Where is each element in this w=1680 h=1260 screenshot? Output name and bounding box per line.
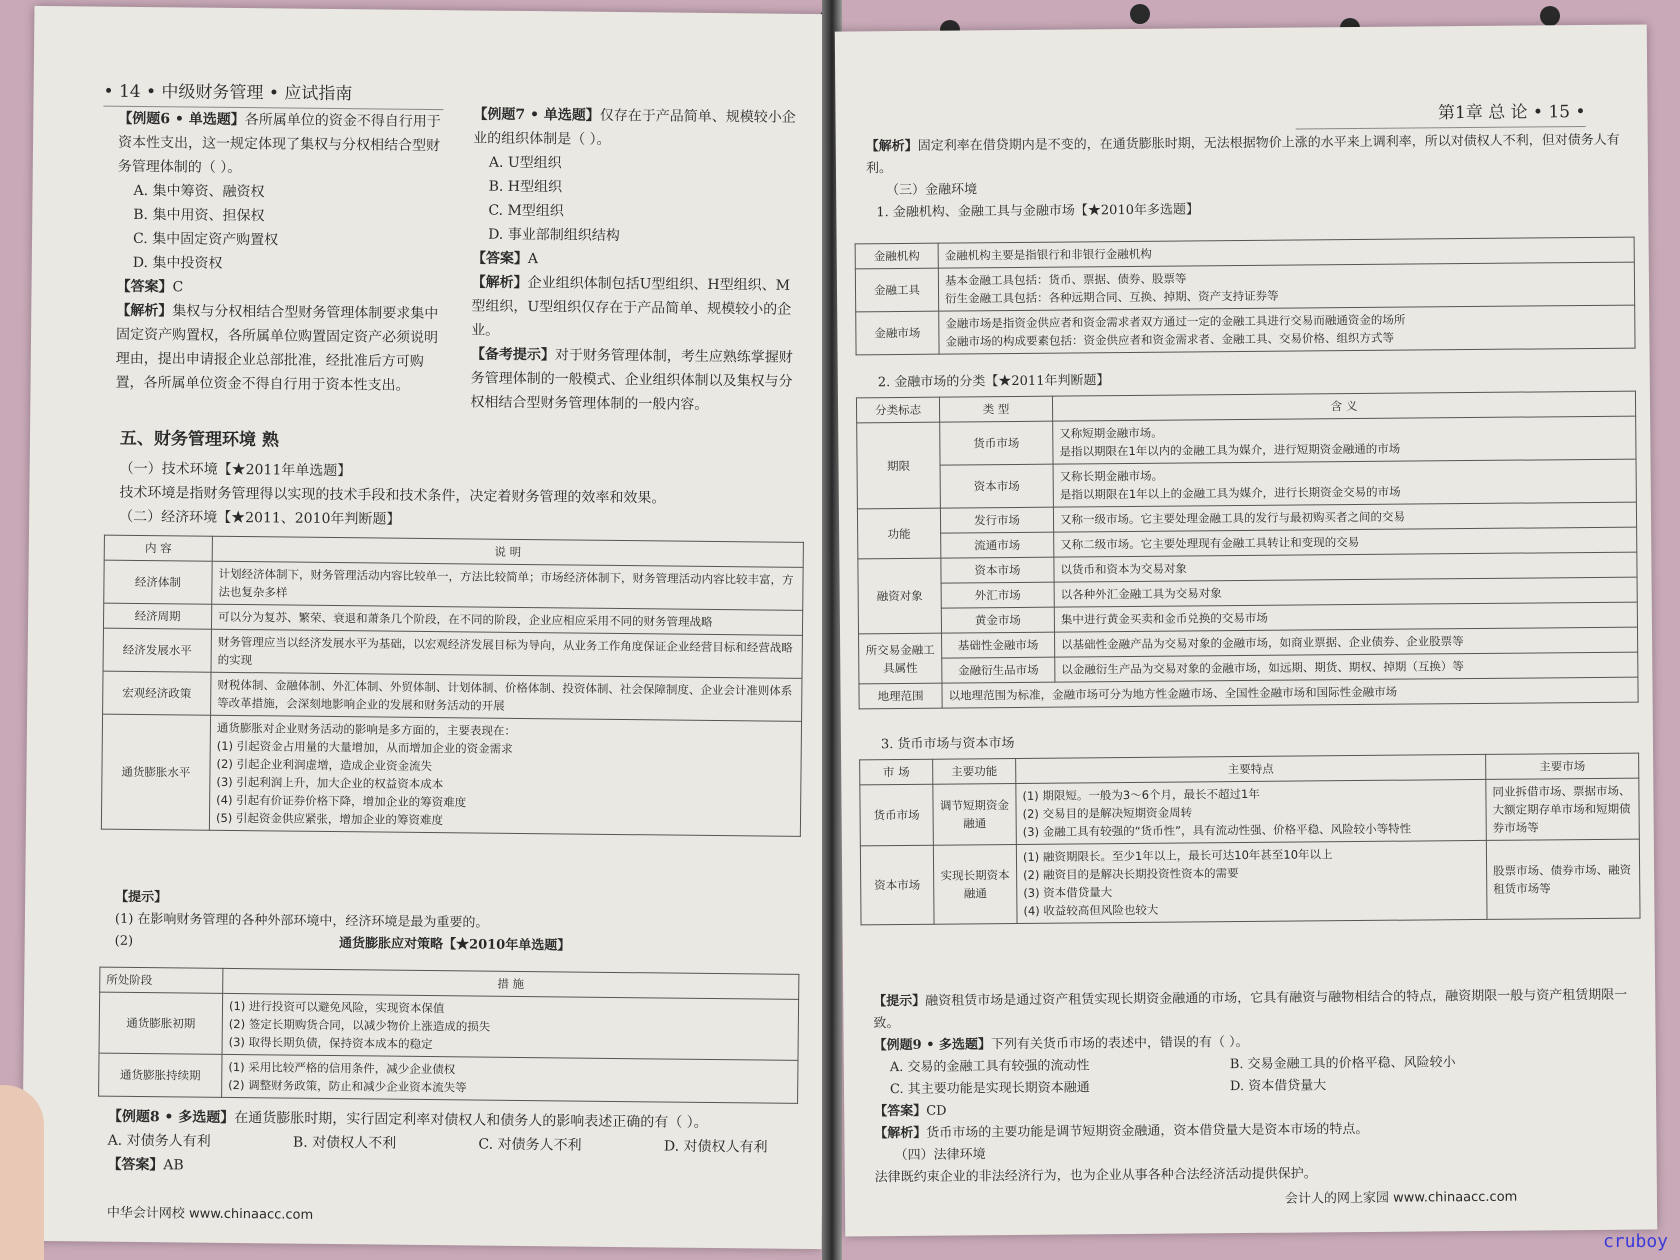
example-label: 【例题8 • 多选题】	[107, 1108, 235, 1126]
table-cell: 集中进行黄金买卖和金币兑换的交易市场	[1054, 602, 1637, 632]
table-cell: 货币市场	[860, 784, 934, 846]
right-bottom-block	[873, 985, 1645, 1190]
body-text: 技术环境是指财务管理得以实现的技术手段和技术条件，决定着财务管理的效率和效果。	[119, 484, 666, 507]
financial-market-table	[855, 237, 1636, 356]
option: C. M型组织	[488, 202, 564, 220]
table-cell: 同业拆借市场、票据市场、大额定期存单市场和短期债券市场等	[1486, 778, 1640, 840]
table-cell: 计划经济体制下，财务管理活动内容比较单一，方法比较简单；市场经济体制下，财务管理活动内容比较丰富，方法也复杂多样	[212, 561, 803, 610]
thumb	[0, 1085, 44, 1260]
table-header: 措 施	[223, 968, 799, 999]
table-header: 主要特点	[1016, 754, 1486, 783]
right-page	[835, 24, 1657, 1236]
table-cell: 又称一级市场。它主要处理金融工具的发行与最初购买者之间的交易	[1053, 502, 1636, 532]
right-footer: 会计人的网上家园 www.chinaacc.com	[1284, 1189, 1518, 1207]
table-header: 说 明	[212, 536, 803, 567]
table-cell: 调节短期资金融通	[933, 784, 1017, 846]
table-cell: 流通市场	[941, 532, 1054, 558]
table-cell: 通货膨胀对企业财务活动的影响是多方面的，主要表现在： (1) 引起资金占用量的大量增加，从而增加企业的资金需求 (2) 引起企业利润虚增，造成企业资金流失 (3) 引起利润上升，加大企业的权益资本成本 (4) 引起有价证券价格下降，增加企业的筹资难度 (5) 引起资金供应紧张，增加企业的筹资难度	[209, 715, 801, 836]
table-cell: 可以分为复苏、繁荣、衰退和萧条几个阶段，在不同的阶段，企业应相应采用不同的财务管理战略	[211, 604, 802, 635]
left-page-header: • 14 • 中级财务管理 • 应试指南	[103, 77, 443, 111]
table-cell: 通货膨胀水平	[101, 714, 210, 830]
table-row	[104, 560, 803, 610]
table-cell: 黄金市场	[941, 607, 1054, 633]
table-cell: 发行市场	[940, 507, 1053, 533]
analysis-label: 【解析】	[471, 274, 528, 292]
table-cell: 金融机构主要是指银行和非银行金融机构	[938, 237, 1634, 268]
watermark: cruboy	[1602, 1231, 1668, 1252]
inflation-strategy-table	[98, 967, 799, 1104]
market-classification-table	[856, 391, 1639, 710]
table-cell: 融资对象	[858, 558, 942, 634]
table-cell: 基础性金融市场	[942, 632, 1055, 658]
example-7	[470, 102, 803, 417]
table-header: 所处阶段	[100, 967, 223, 993]
analysis-label: 【解析】	[116, 302, 173, 320]
example-8	[107, 1105, 808, 1184]
table-header: 市 场	[860, 759, 933, 785]
option: A. 对债务人有利	[107, 1132, 211, 1150]
table-row	[99, 992, 799, 1060]
subsection-title: （三）金融环境	[886, 182, 978, 199]
option: A. U型组织	[488, 154, 562, 172]
analysis-label: 【解析】	[865, 138, 918, 155]
option: D. 对债权人有利	[663, 1138, 768, 1156]
question-text: 仅存在于产品简单、规模较小企业的组织体制是（ ）。	[473, 107, 796, 148]
table-header: 类 型	[939, 396, 1052, 422]
table-header: 分类标志	[856, 397, 939, 423]
hint-text: 融资租赁市场是通过资产租赁实现长期资金融通的市场，它具有融资与融物相结合的特点，融资期限一般与资产租赁期限一致。	[873, 987, 1628, 1032]
hint-text: (1) 在影响财务管理的各种外部环境中，经济环境是最为重要的。	[114, 911, 489, 931]
table-row	[103, 628, 802, 678]
question-text: 各所属单位的资金不得自行用于资本性支出，这一规定体现了集权与分权相结合型财务管理体制的（ ）。	[117, 112, 441, 177]
table-cell: 所交易金融工具属性	[859, 633, 942, 684]
left-page	[22, 6, 835, 1249]
table-title: 通货膨胀应对策略【★2010年单选题】	[339, 936, 571, 954]
table-cell: 以各种外汇金融工具为交易对象	[1054, 577, 1637, 607]
table-cell: 财务管理应当以经济发展水平为基础，以宏观经济发展目标为导向，从业务工作角度保证企业经营目标和经营战略的实现	[211, 629, 802, 678]
table-cell: 资本市场	[940, 464, 1053, 508]
option: B. 交易金融工具的价格平稳、风险较小	[1229, 1055, 1456, 1073]
table-row	[860, 778, 1640, 846]
table-header: 内 容	[104, 535, 212, 561]
table-cell: 以地理范围为标准，金融市场可分为地方性金融市场、全国性金融市场和国际性金融市场	[942, 677, 1638, 708]
table-row	[857, 416, 1636, 466]
table-cell: 宏观经济政策	[103, 671, 211, 715]
table-cell: 以货币和资本为交易对象	[1054, 552, 1637, 582]
tip-label: 【备考提示】	[470, 346, 555, 364]
hint-text: (2)	[114, 933, 134, 949]
table-cell: 货币市场	[940, 421, 1053, 465]
table-row	[857, 459, 1636, 509]
table-cell: 通货膨胀初期	[99, 992, 223, 1054]
section-title: 五、财务管理环境 熟	[119, 428, 279, 451]
answer-value: C	[172, 279, 184, 296]
option: A. 交易的金融工具有较强的流动性	[889, 1058, 1090, 1076]
t3-title: 3. 货币市场与资本市场	[880, 736, 1015, 753]
example-6	[115, 107, 448, 398]
analysis-text: 集权与分权相结合型财务管理体制要求集中固定资产购置权，各所属单位购置固定资产必须说明理由，提出申请报企业总部批准，经批准后方可购置，各所属单位资金不得自行用于资本性支出。	[115, 303, 439, 394]
table-cell: 以金融衍生产品为交易对象的金融市场，如远期、期货、期权、掉期（互换）等	[1055, 652, 1638, 682]
answer-value: A	[527, 251, 539, 268]
table-cell: 外汇市场	[941, 582, 1054, 608]
table-row	[855, 262, 1634, 312]
option: C. 对债务人不利	[478, 1136, 582, 1154]
left-footer: 中华会计网校 www.chinaacc.com	[106, 1205, 314, 1223]
table-cell: 经济体制	[104, 560, 212, 604]
subsection-title: （二）经济环境【★2011、2010年判断题】	[119, 508, 401, 528]
table-cell: (1) 融资期限长。至少1年以上，最长可达10年甚至10年以上 (2) 融资目的是解决长期投资性资本的需要 (3) 资本借贷量大 (4) 收益较高但风险也较大	[1016, 840, 1487, 923]
option: A. 集中筹资、融资权	[133, 182, 265, 201]
table-header: 主要市场	[1486, 753, 1639, 779]
table-cell: 财税体制、金融体制、外汇体制、外贸体制、计划体制、价格体制、投资体制、社会保障制度、企业会计准则体系等改革措施，会深刻地影响企业的发展和财务活动的开展	[211, 672, 802, 721]
table-cell: (1) 进行投资可以避免风险，实现资本保值 (2) 签定长期购货合同，以减少物价上涨造成的损失 (3) 取得长期负债，保持资本成本的稳定	[222, 993, 799, 1060]
t2-title: 2. 金融市场的分类【★2011年判断题】	[877, 373, 1110, 391]
question-text: 在通货膨胀时期，实行固定利率对债权人和债务人的影响表述正确的有（ ）。	[234, 1109, 708, 1131]
table-title: 1. 金融机构、金融工具与金融市场【★2010年多选题】	[876, 202, 1200, 221]
analysis-text: 固定利率在借贷期内是不变的，在通货膨胀时期，无法根据物价上涨的水平来上调利率，所以对债权人不利，但对债务人有利。	[865, 132, 1620, 177]
example-label: 【例题7 • 单选题】	[473, 106, 600, 124]
answer-label: 【答案】	[471, 250, 528, 268]
table-cell: 金融市场是指资金供应者和资金需求者双方通过一定的金融工具进行交易而融通资金的场所 金融市场的构成要素包括：资金供应者和资金需求者、金融工具、交易价格、组织方式等	[939, 305, 1635, 354]
question-text: 下列有关货币市场的表述中，错误的有（ ）。	[990, 1034, 1249, 1053]
option: B. H型组织	[488, 178, 563, 196]
option: D. 事业部制组织结构	[488, 226, 620, 244]
table-row	[860, 839, 1640, 925]
table-row	[856, 305, 1635, 355]
table-cell: 期限	[857, 422, 941, 509]
table-cell: 以基础性金融产品为交易对象的金融市场，如商业票据、企业债券、企业股票等	[1055, 627, 1638, 657]
table-cell: 金融机构	[855, 243, 938, 269]
answer-label: 【答案】	[874, 1103, 927, 1120]
table-cell: 金融市场	[856, 311, 939, 355]
economic-environment-table	[101, 535, 804, 837]
table-cell: 金融工具	[855, 268, 938, 312]
table-row	[103, 671, 802, 721]
answer-label: 【答案】	[107, 1156, 164, 1174]
table-cell: 股票市场、债券市场、融资租赁市场等	[1486, 839, 1640, 919]
tip-text: 对于财务管理体制，考生应熟练掌握财务管理体制的一般模式、企业组织体制以及集权与分权相结合型财务管理体制的一般内容。	[470, 347, 793, 413]
analysis-text: 货币市场的主要功能是调节短期资金融通，资本借贷量大是资本市场的特点。	[926, 1121, 1369, 1141]
answer-label: 【答案】	[116, 278, 173, 296]
table-cell: 基本金融工具包括：货币、票据、债券、股票等 衍生金融工具包括：各种远期合同、互换、掉期、资产支持证券等	[938, 262, 1634, 311]
option: B. 集中用资、担保权	[133, 206, 265, 225]
option: C. 其主要功能是实现长期资本融通	[889, 1080, 1090, 1098]
table-cell: 资本市场	[941, 557, 1054, 583]
table-cell: 经济周期	[103, 603, 211, 629]
example-label: 【例题9 • 多选题】	[873, 1037, 992, 1054]
option: D. 集中投资权	[132, 254, 223, 272]
money-capital-market-table	[859, 753, 1640, 926]
table-cell: (1) 期限短。一般为3～6个月，最长不超过1年 (2) 交易目的是解决短期资金周转 (3) 金融工具有较强的“货币性”，具有流动性强、价格平稳、风险较小等特性	[1016, 779, 1487, 844]
hint-block	[115, 887, 796, 960]
right-page-header: 第1章 总 论 • 15 •	[1295, 97, 1585, 130]
hint-label: 【提示】	[873, 993, 926, 1010]
option: D. 资本借贷量大	[1229, 1078, 1327, 1095]
table-cell: 金融衍生品市场	[942, 657, 1055, 683]
table-row	[101, 714, 801, 836]
example-label: 【例题6 • 单选题】	[118, 110, 245, 129]
answer-value: CD	[926, 1103, 947, 1119]
option: C. 集中固定资产购置权	[132, 230, 279, 249]
hint-label: 【提示】	[115, 889, 168, 906]
right-top-block	[866, 130, 1627, 225]
table-row	[99, 1053, 798, 1103]
table-cell: 地理范围	[859, 683, 942, 709]
analysis-label: 【解析】	[874, 1125, 927, 1142]
table-header: 含 义	[1052, 391, 1635, 421]
table-cell: 功能	[857, 508, 940, 559]
table-cell: 又称长期金融市场。 是指以期限在1年以上的金融工具为媒介，进行长期资金交易的市场	[1053, 459, 1636, 507]
option: B. 对债权人不利	[292, 1134, 397, 1152]
environment-section	[119, 427, 800, 536]
table-cell: 通货膨胀持续期	[99, 1053, 222, 1097]
body-text: 法律既约束企业的非法经济行为，也为企业从事各种合法经济活动提供保护。	[874, 1166, 1317, 1186]
subsection-title: （一）技术环境【★2011年单选题】	[119, 460, 352, 480]
table-cell: 又称短期金融市场。 是指以期限在1年以内的金融工具为媒介，进行短期资金融通的市场	[1053, 416, 1636, 464]
analysis-text: 企业组织体制包括U型组织、H型组织、M型组织，U型组织仅存在于产品简单、规模较小的企业。	[471, 275, 792, 339]
table-cell: (1) 采用比较严格的信用条件，减少企业债权 (2) 调整财务政策，防止和减少企业资本流失等	[222, 1054, 798, 1103]
table-cell: 资本市场	[860, 845, 934, 925]
table-cell: 又称二级市场。它主要处理现有金融工具转让和变现的交易	[1054, 527, 1637, 557]
table-cell: 经济发展水平	[103, 628, 211, 672]
table-header: 主要功能	[933, 759, 1016, 785]
subsection-title: （四）法律环境	[894, 1147, 986, 1164]
table-cell: 实现长期资本融通	[933, 845, 1017, 925]
answer-value: AB	[163, 1157, 184, 1174]
